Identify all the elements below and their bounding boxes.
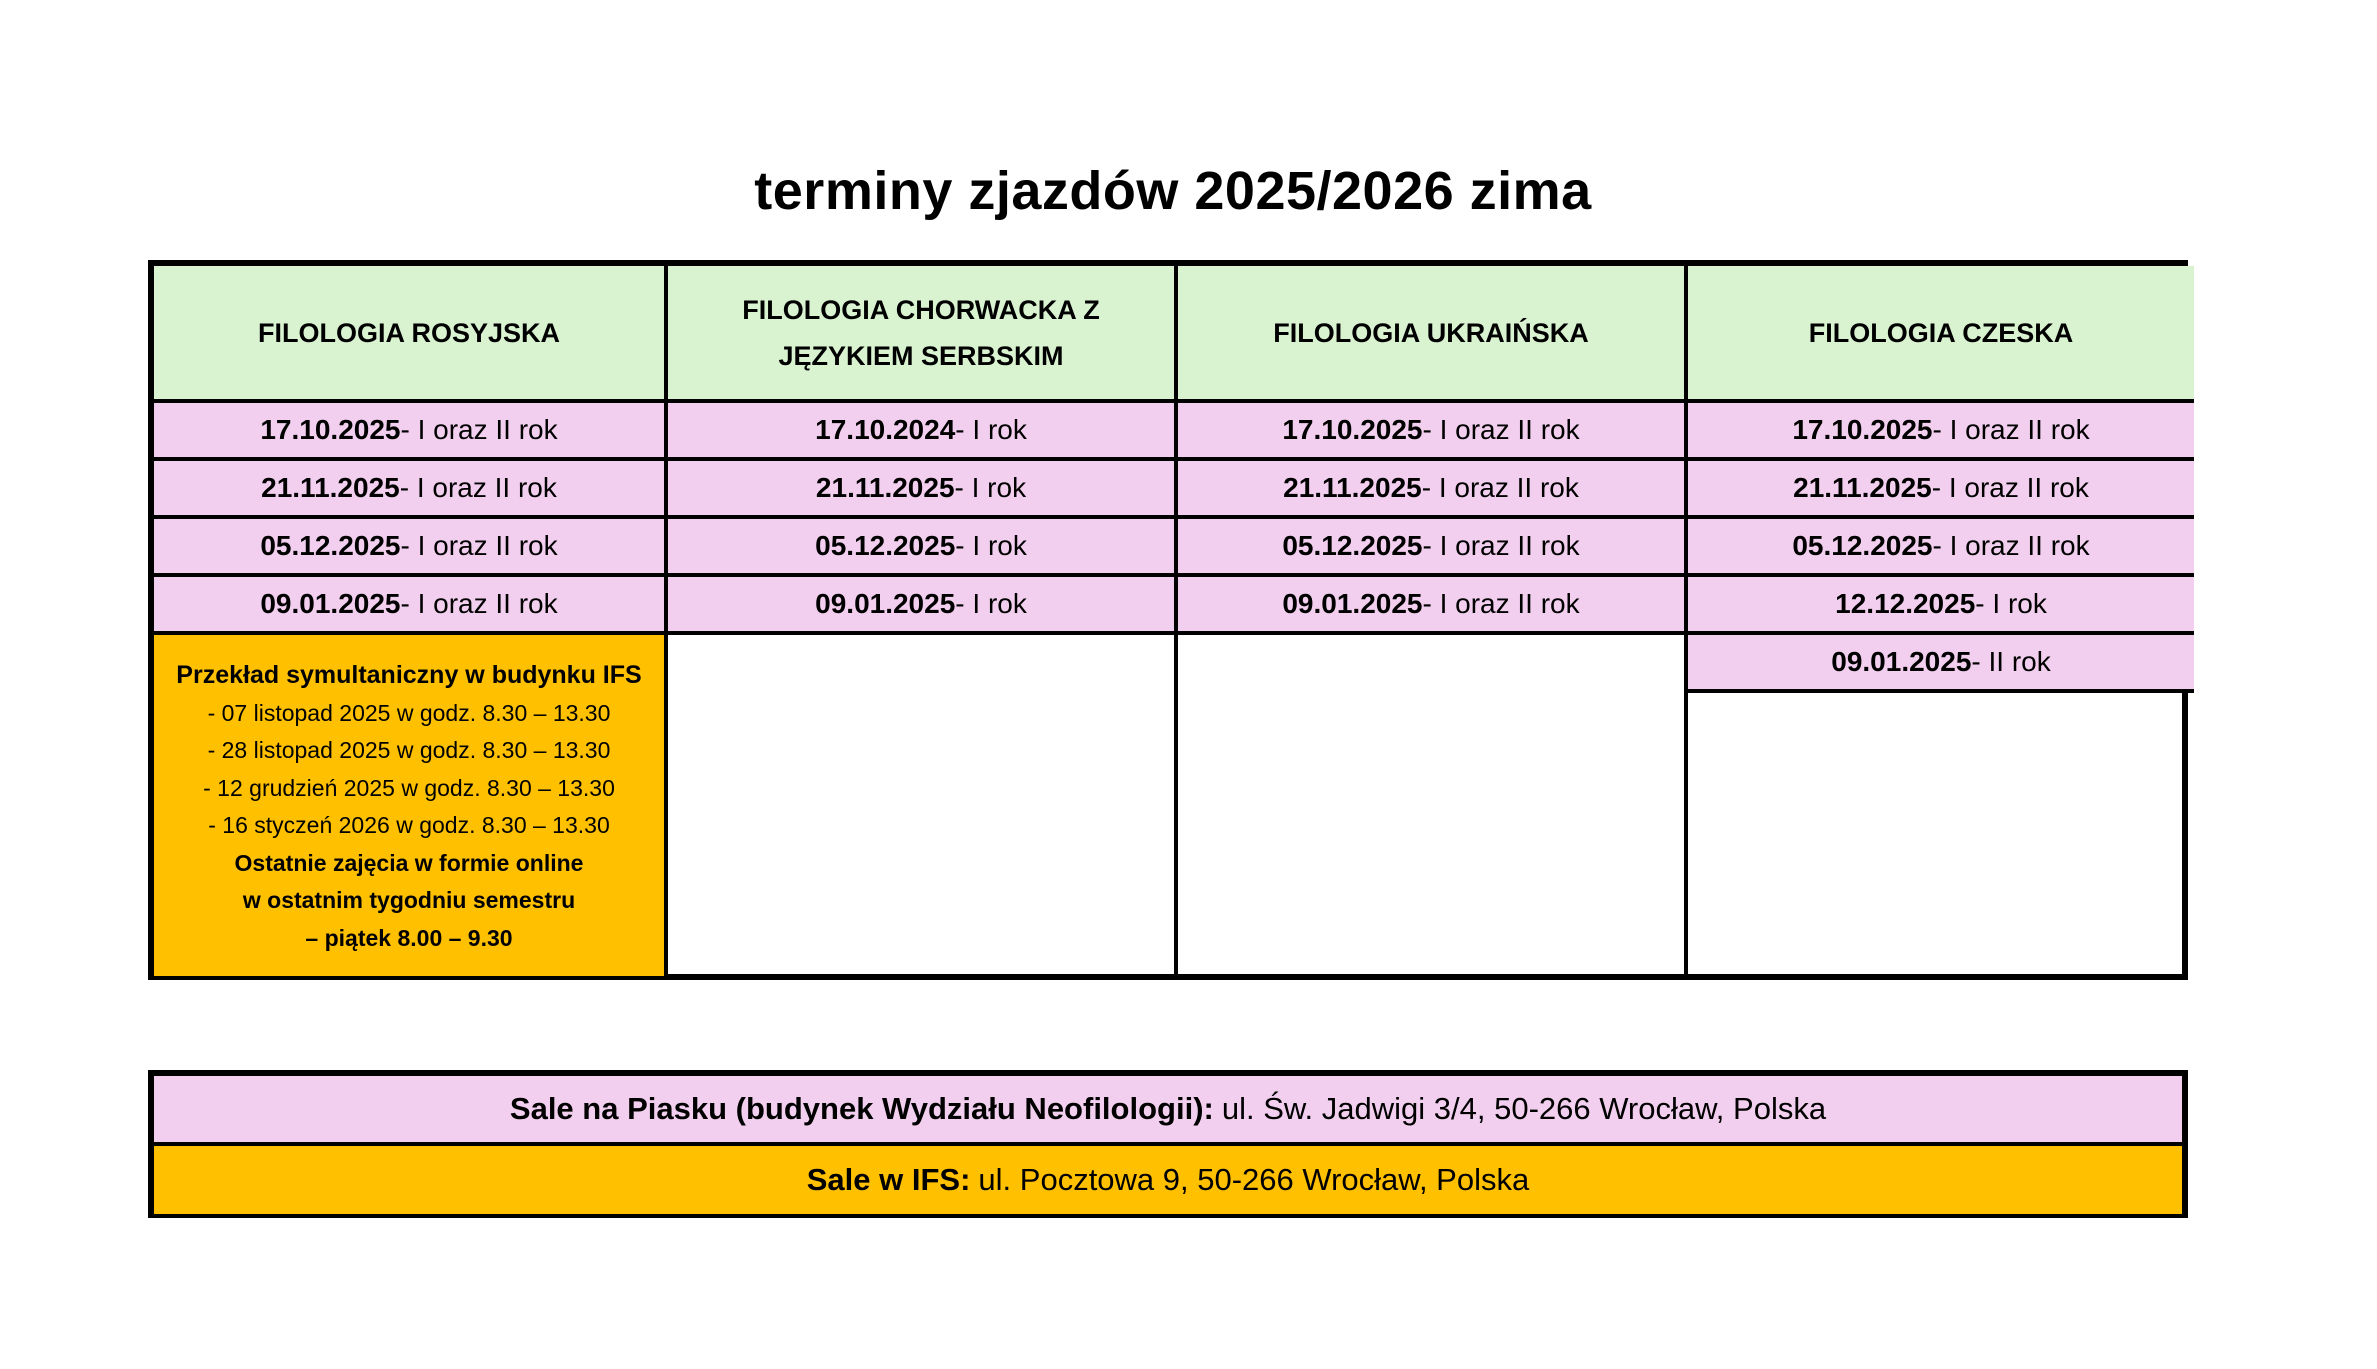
- year-info: - I rok: [1975, 588, 2047, 619]
- column-header-line: JĘZYKIEM SERBSKIM: [778, 340, 1064, 371]
- date: 05.12.2025: [815, 530, 956, 561]
- date-row: [1688, 635, 2194, 693]
- date: 21.11.2025: [815, 472, 955, 503]
- year-info: - I oraz II rok: [400, 530, 558, 561]
- column-header: [668, 266, 1174, 403]
- note-line: - 28 listopad 2025 w godz. 8.30 – 13.30: [207, 737, 611, 763]
- date: 21.11.2025: [261, 472, 400, 503]
- note-footer-line: Ostatnie zajęcia w formie online: [234, 849, 584, 876]
- date: 09.01.2025: [1282, 588, 1423, 619]
- location-label: Sale na Piasku (budynek Wydziału Neofilologii):: [509, 1091, 1214, 1126]
- year-info: - I rok: [955, 530, 1027, 561]
- note-footer-line: w ostatnim tygodniu semestru: [242, 887, 576, 913]
- location-row-ifs: [154, 1146, 2182, 1214]
- date-row: [668, 577, 1174, 635]
- note-line: - 12 grudzień 2025 w godz. 8.30 – 13.30: [203, 774, 615, 801]
- date-row: [1178, 577, 1684, 635]
- year-info: - I oraz II rok: [1931, 472, 2089, 503]
- date-row: [668, 403, 1174, 461]
- note-footer-line: – piątek 8.00 – 9.30: [305, 924, 513, 951]
- note-heading: Przekład symultaniczny w budynku IFS: [176, 661, 642, 689]
- date: 17.10.2025: [1282, 414, 1423, 445]
- date: 09.01.2025: [260, 588, 401, 619]
- column-header: FILOLOGIA CZESKA: [1688, 266, 2194, 403]
- year-info: - I rok: [955, 414, 1027, 445]
- note-line: - 16 styczeń 2026 w godz. 8.30 – 13.30: [208, 812, 610, 838]
- year-info: - I oraz II rok: [1422, 530, 1580, 561]
- date: 05.12.2025: [260, 530, 401, 561]
- date: 05.12.2025: [1282, 530, 1423, 561]
- date: 09.01.2025: [1831, 646, 1972, 677]
- page-title: terminy zjazdów 2025/2026 zima: [754, 161, 1592, 221]
- year-info: - I oraz II rok: [1422, 588, 1580, 619]
- date-row: [1688, 577, 2194, 635]
- year-info: - I oraz II rok: [1932, 530, 2090, 561]
- date-row: [668, 461, 1174, 519]
- date: 21.11.2025: [1793, 472, 1932, 503]
- year-info: - I oraz II rok: [399, 472, 557, 503]
- date: 21.11.2025: [1283, 472, 1422, 503]
- location-address: ul. Pocztowa 9, 50-266 Wrocław, Polska: [978, 1162, 1530, 1197]
- date-row: [154, 403, 664, 461]
- location-row-piasek: [154, 1076, 2182, 1146]
- date-row: [1688, 403, 2194, 461]
- date: 12.12.2025: [1835, 588, 1976, 619]
- date-row: [154, 519, 664, 577]
- column-header: FILOLOGIA UKRAIŃSKA: [1178, 266, 1684, 403]
- year-info: - I rok: [954, 472, 1027, 503]
- year-info: - I oraz II rok: [1422, 414, 1580, 445]
- date-row: [1178, 461, 1684, 519]
- date-row: [154, 577, 664, 635]
- date-row: [1178, 403, 1684, 461]
- column-czeska: [1684, 266, 2194, 974]
- date: 05.12.2025: [1792, 530, 1933, 561]
- interpreting-note: [154, 635, 664, 976]
- location-label: Sale w IFS:: [806, 1162, 971, 1197]
- date: 17.10.2025: [1792, 414, 1933, 445]
- locations-table: [148, 1070, 2188, 1218]
- date: 09.01.2025: [815, 588, 956, 619]
- year-info: - I oraz II rok: [400, 588, 558, 619]
- year-info: - I oraz II rok: [400, 414, 558, 445]
- date: 17.10.2025: [260, 414, 401, 445]
- date-row: [1178, 519, 1684, 577]
- note-line: - 07 listopad 2025 w godz. 8.30 – 13.30: [207, 699, 611, 726]
- location-address: ul. Św. Jadwigi 3/4, 50-266 Wrocław, Polska: [1221, 1091, 1827, 1126]
- date: 17.10.2024: [815, 414, 956, 445]
- date-row: [668, 519, 1174, 577]
- year-info: - I rok: [955, 588, 1027, 619]
- column-chorwacka: [664, 266, 1174, 974]
- column-header-line: FILOLOGIA CHORWACKA Z: [742, 294, 1100, 325]
- schedule-table: [148, 260, 2188, 980]
- column-rosyjska: [154, 266, 664, 974]
- date-row: [1688, 461, 2194, 519]
- date-row: [1688, 519, 2194, 577]
- year-info: - II rok: [1971, 646, 2051, 677]
- column-header: FILOLOGIA ROSYJSKA: [154, 266, 664, 403]
- year-info: - I oraz II rok: [1421, 472, 1579, 503]
- year-info: - I oraz II rok: [1932, 414, 2090, 445]
- date-row: [154, 461, 664, 519]
- column-ukrainska: [1174, 266, 1684, 974]
